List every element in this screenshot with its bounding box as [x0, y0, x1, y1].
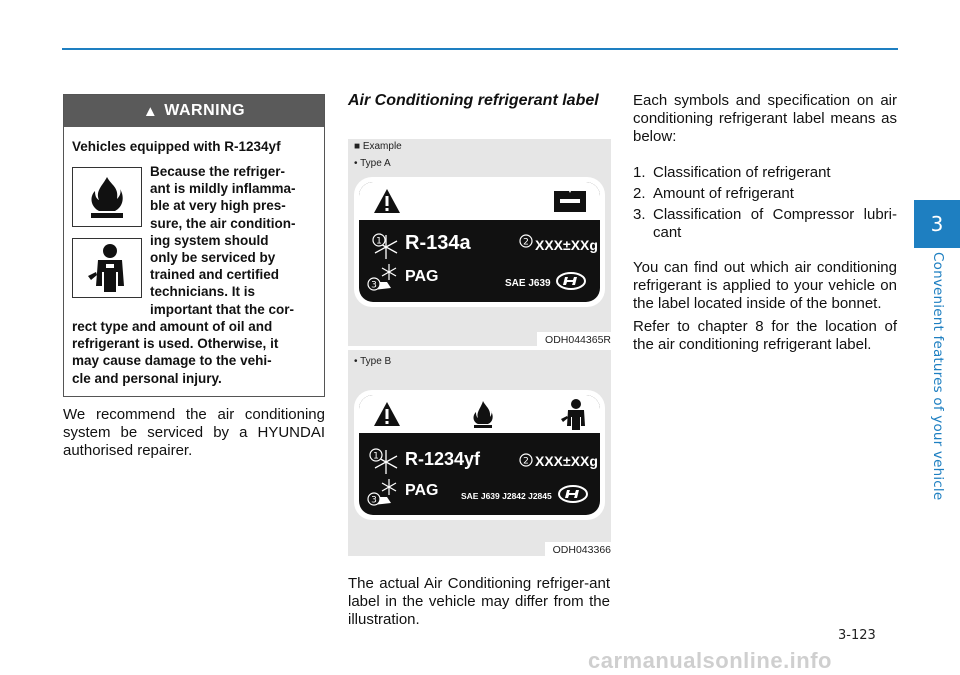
- list-text: Classification of Compressor lubri-cant: [653, 206, 897, 241]
- snowflake-icon: [371, 232, 401, 262]
- warning-subtitle: Vehicles equipped with R-1234yf: [72, 139, 281, 154]
- flame-icon: [72, 167, 142, 227]
- warning-text-right: Because the refriger- ant is mildly inflamma- ble at very high pres- sure, the air condition- ing system should only be serviced by trained and certified technicians. It is important that the cor-: [150, 164, 296, 317]
- svg-text:3: 3: [371, 280, 377, 291]
- technician-icon: [72, 238, 142, 298]
- warning-header: [64, 95, 324, 127]
- type-b-label: • Type B: [354, 356, 392, 367]
- sae-standard-a: SAE J639: [505, 278, 551, 289]
- page-number: 3-123: [838, 628, 876, 643]
- refrigerant-type-a: R-134a: [405, 232, 471, 254]
- chapter-reference-paragraph: Refer to chapter 8 for the location of the air conditioning refrigerant label.: [633, 318, 897, 353]
- refrigerant-label-a: [354, 177, 605, 307]
- oil-can-icon: [367, 262, 403, 294]
- chapter-tab: [914, 200, 960, 248]
- warning-box: [63, 94, 325, 397]
- figure-caption: The actual Air Conditioning refriger-ant label in the vehicle may differ from the illustration.: [348, 575, 610, 628]
- svg-text:2: 2: [523, 237, 529, 248]
- marker-2-icon: [519, 234, 533, 248]
- lubricant-type-a: PAG: [405, 268, 439, 285]
- warning-title: WARNING: [164, 102, 246, 119]
- marker-2-icon: [519, 453, 533, 467]
- header-rule: [62, 48, 898, 50]
- section-title: Air Conditioning refrigerant label: [348, 92, 599, 109]
- svg-text:1: 1: [373, 451, 379, 462]
- label-location-paragraph: You can find out which air conditioning refrigerant is applied to your vehicle on the label located inside of the bonnet.: [633, 259, 897, 312]
- figure-code-b: ODH043366: [545, 542, 611, 556]
- list-number: 1.: [633, 164, 646, 181]
- type-a-label: • Type A: [354, 158, 391, 169]
- chapter-title: Convenient features of your vehicle: [930, 252, 946, 501]
- watermark: carmanualsonline.info: [588, 648, 832, 673]
- caution-triangle-icon: [373, 188, 401, 214]
- snowflake-icon: [369, 447, 399, 477]
- oil-can-icon: [367, 477, 403, 509]
- refrigerant-label-b: [354, 390, 605, 520]
- technician-icon: [559, 398, 589, 430]
- list-text: Amount of refrigerant: [653, 185, 794, 202]
- list-number: 3.: [633, 206, 646, 223]
- label-b-body: [359, 395, 600, 515]
- hyundai-logo-icon: [556, 272, 586, 290]
- refrigerant-amount-b: XXX±XXg: [535, 453, 598, 469]
- figure-type-b: [348, 350, 611, 556]
- warning-text-full: rect type and amount of oil and refrigerant is used. Otherwise, it may cause damage to the vehi- cle and personal injury.: [72, 319, 279, 386]
- service-paragraph: We recommend the air conditioning system be serviced by a HYUNDAI authorised repairer.: [63, 406, 325, 459]
- figure-type-a: [348, 139, 611, 346]
- marker-1: 1: [376, 236, 382, 247]
- list-item: [633, 164, 897, 182]
- lubricant-type-b: PAG: [405, 482, 439, 499]
- svg-text:3: 3: [371, 495, 377, 506]
- refrigerant-type-b: R-1234yf: [405, 449, 481, 469]
- example-label: ■ Example: [354, 141, 402, 152]
- warning-triangle-icon: ▲: [142, 102, 159, 120]
- hyundai-logo-icon: [558, 485, 588, 503]
- list-text: Classification of refrigerant: [653, 164, 831, 181]
- svg-text:2: 2: [523, 456, 529, 467]
- symbols-explanation: [633, 92, 897, 354]
- list-number: 2.: [633, 185, 646, 202]
- caution-triangle-icon: [373, 401, 401, 427]
- list-item: [633, 185, 897, 203]
- label-a-body: [359, 182, 600, 302]
- list-item: [633, 206, 897, 242]
- figure-code-a: ODH044365R: [537, 332, 611, 346]
- symbols-intro: Each symbols and specification on air conditioning refrigerant label means as below:: [633, 92, 897, 145]
- sae-standard-b: SAE J639 J2842 J2845: [461, 491, 552, 501]
- manual-book-icon: [552, 188, 588, 214]
- chapter-number: 3: [930, 212, 944, 236]
- flame-icon: [471, 399, 495, 429]
- refrigerant-amount-a: XXX±XXg: [535, 237, 598, 253]
